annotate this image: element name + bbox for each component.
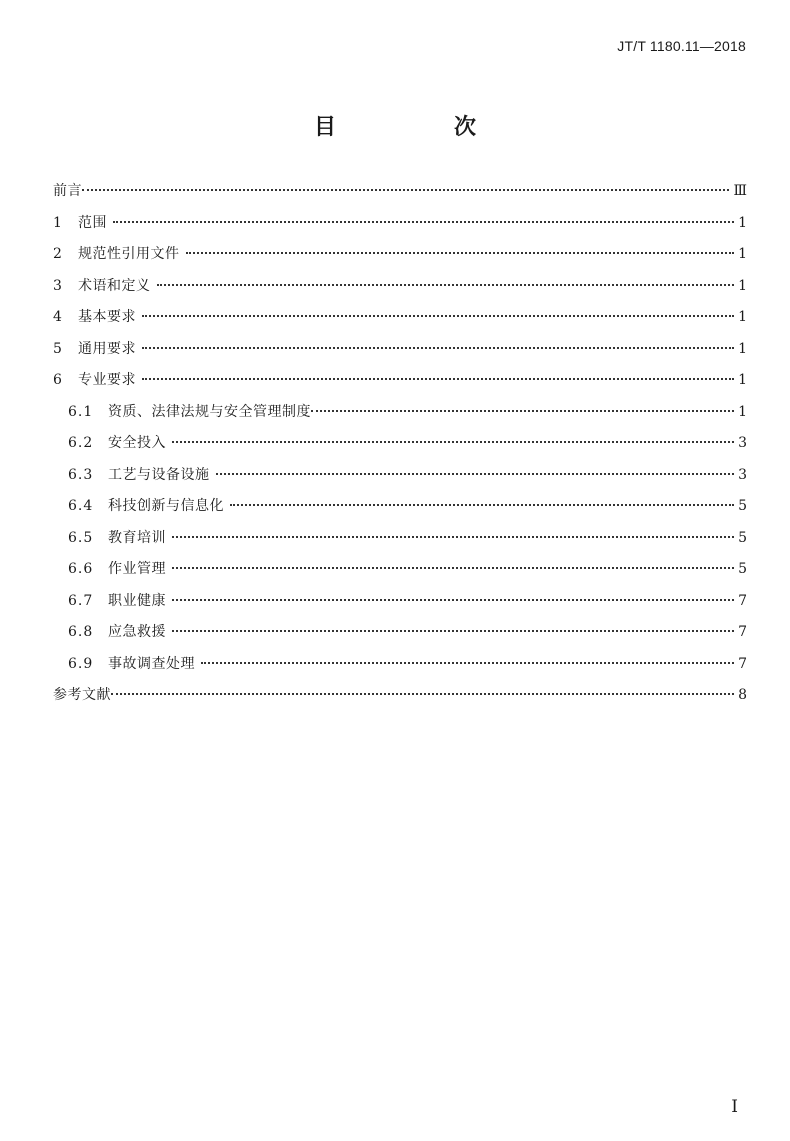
toc-entry-label: 资质、法律法规与安全管理制度 [108,403,311,420]
toc-entry-page: 1 [738,246,747,262]
toc-entry-page: 1 [738,214,747,231]
table-of-contents [53,181,747,717]
dot-leader [142,347,734,349]
toc-entry-page: 1 [738,372,747,388]
toc-entry-label: 基本要求 [78,309,136,325]
toc-entry-number: 3 [53,277,62,294]
toc-entry-6-9[interactable] [53,654,747,686]
toc-entry-page: 7 [738,655,747,672]
dot-leader [216,473,735,475]
toc-entry-label: 事故调查处理 [108,655,195,672]
toc-entry-foreword[interactable] [53,181,747,213]
toc-entry-bibliography[interactable] [53,685,747,717]
toc-entry-number: 6.7 [68,592,94,609]
toc-entry-page: 1 [738,277,747,294]
toc-entry-number: 6.6 [68,561,94,577]
toc-entry-4[interactable] [53,307,747,339]
dot-leader [172,567,734,569]
toc-entry-number: 2 [53,246,62,262]
toc-entry-number: 1 [53,214,62,231]
standard-code: JT/T 1180.11—2018 [617,38,746,54]
dot-leader [142,315,734,317]
toc-entry-5[interactable] [53,339,747,371]
toc-entry-label: 应急救援 [108,624,166,640]
toc-entry-6-3[interactable] [53,465,747,497]
toc-entry-page: 7 [738,624,747,640]
toc-entry-label: 安全投入 [108,435,166,451]
toc-title: 目 次 [313,115,524,140]
toc-entry-label: 术语和定义 [78,277,151,294]
dot-leader [311,410,734,412]
dot-leader [157,284,735,286]
toc-entry-label: 参考文献 [53,687,111,703]
dot-leader [172,441,734,443]
toc-entry-label: 科技创新与信息化 [108,498,224,514]
toc-entry-number: 6 [53,372,62,388]
toc-entry-6-2[interactable] [53,433,747,465]
toc-entry-page: 7 [738,592,747,609]
page-number: I [731,1097,738,1117]
toc-entry-label: 规范性引用文件 [78,246,180,262]
toc-entry-label: 通用要求 [78,340,136,357]
toc-entry-1[interactable] [53,213,747,245]
toc-entry-6-5[interactable] [53,528,747,560]
dot-leader [172,536,734,538]
dot-leader [113,221,734,223]
toc-entry-page: Ⅲ [733,183,747,199]
toc-entry-number: 6.8 [68,624,94,640]
toc-entry-6-8[interactable] [53,622,747,654]
dot-leader [172,630,734,632]
toc-entry-page: 1 [738,403,747,420]
toc-entry-6-7[interactable] [53,591,747,623]
toc-entry-number: 6.3 [68,466,94,483]
toc-entry-label: 范围 [78,214,107,231]
toc-entry-number: 6.5 [68,529,94,546]
toc-entry-page: 5 [738,529,747,546]
dot-leader [201,662,734,664]
toc-entry-2[interactable] [53,244,747,276]
toc-entry-page: 3 [738,466,747,483]
toc-entry-label: 前言 [53,183,82,199]
toc-entry-6-1[interactable] [53,402,747,434]
toc-entry-6-6[interactable] [53,559,747,591]
dot-leader [82,189,729,191]
dot-leader [230,504,734,506]
toc-entry-number: 6.9 [68,655,94,672]
toc-entry-number: 5 [53,340,62,357]
toc-entry-page: 5 [738,561,747,577]
dot-leader [172,599,734,601]
dot-leader [142,378,734,380]
toc-entry-label: 职业健康 [108,592,166,609]
toc-entry-number: 6.1 [68,403,94,420]
toc-entry-3[interactable] [53,276,747,308]
toc-entry-page: 1 [738,340,747,357]
toc-entry-label: 专业要求 [78,372,136,388]
toc-entry-6-4[interactable] [53,496,747,528]
toc-entry-page: 1 [738,309,747,325]
toc-entry-page: 3 [738,435,747,451]
toc-entry-number: 4 [53,309,62,325]
dot-leader [186,252,735,254]
toc-entry-label: 工艺与设备设施 [108,466,210,483]
toc-entry-6[interactable] [53,370,747,402]
dot-leader [111,693,734,695]
toc-entry-label: 作业管理 [108,561,166,577]
toc-entry-label: 教育培训 [108,529,166,546]
toc-entry-number: 6.4 [68,498,94,514]
toc-entry-number: 6.2 [68,435,94,451]
toc-entry-page: 8 [738,687,747,703]
toc-entry-page: 5 [738,498,747,514]
